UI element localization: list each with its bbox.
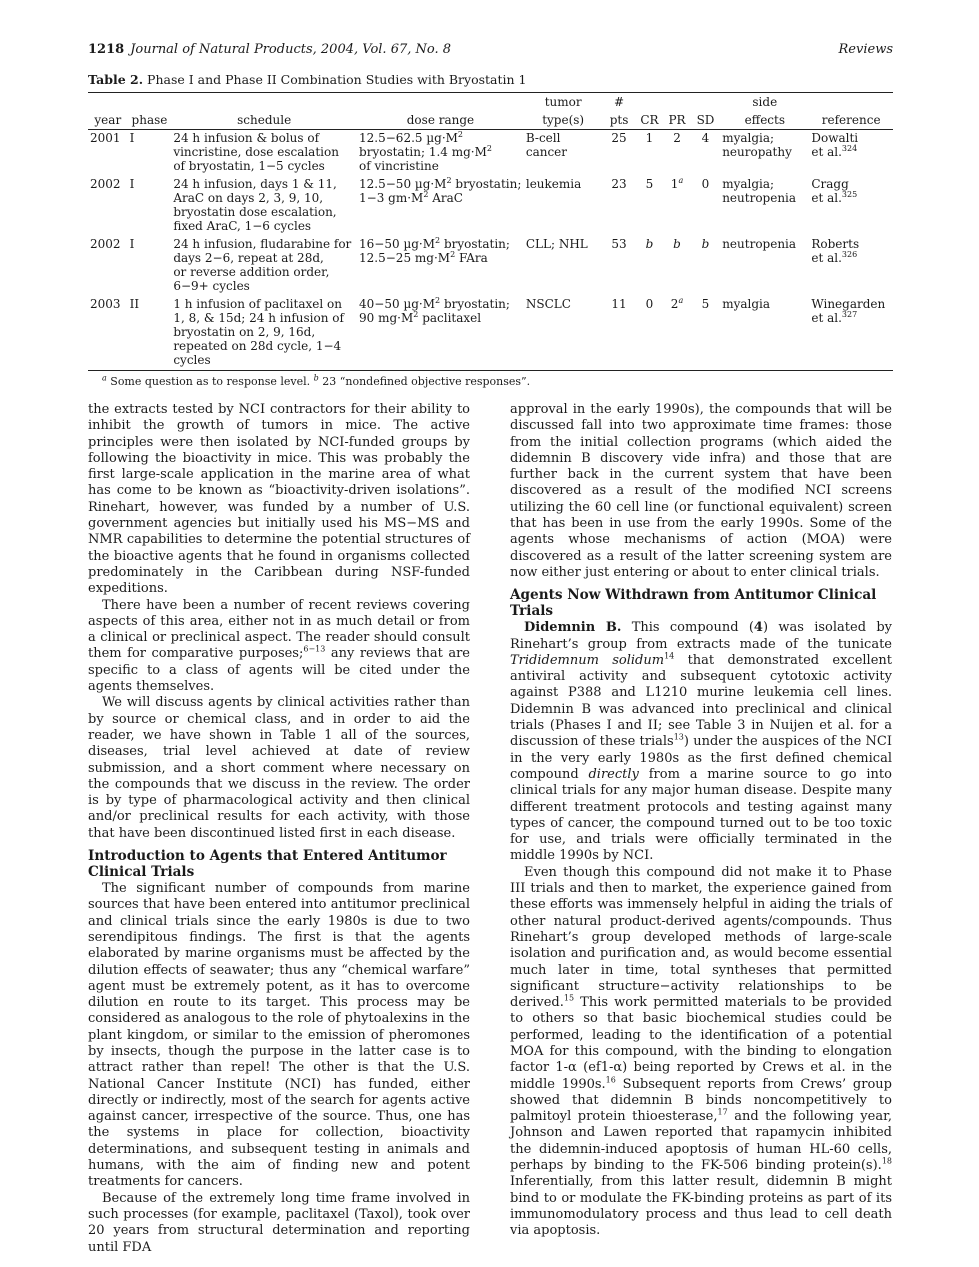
table-cell-cr: 0 (636, 296, 664, 371)
page-number: 1218 (88, 42, 125, 57)
body-paragraph: the extracts tested by NCI contractors for their ability to inhibit the growth of tumors in mice. The active principles were then isolated by NCI-funded groups by following the bioactivity in mice. This was probably the first large-scale application in the marine area of what has come to be known as “bioactivity-driven isolations”. Rinehart, however, was funded by a number of U.S. government agencies but initially used his MS−MS and NMR capabilities to determine the potential structures of the bioactive agents that he found in organisms collected predominately in the Caribbean during NSF-funded expeditions. (88, 402, 470, 597)
section-name: Reviews (838, 42, 893, 57)
table-label: Table 2. (88, 72, 144, 87)
col-header-cr: CR (636, 111, 664, 130)
col-header-sd: SD (691, 111, 720, 130)
body-paragraph: There have been a number of recent reviews covering aspects of this area, either not in as much detail or from a clinical or preclinical aspect. The reader should consult them for comparative purposes;$^{6-13}$ any reviews that are specific to a class of agents will be cited under the agents themselves. (88, 597, 470, 695)
table-cell-cr: b (645, 237, 654, 251)
body-paragraph: Even though this compound did not make it to Phase III trials and then to market, the experience gained from these efforts was immensely helpful in aiding the trials of other natural product-derived agents/compounds. Thus Rinehart’s group developed methods of large-scale isolation and purification and, as would become essential much later in time, total syntheses that permitted significant structure−activity relationships to be derived.$^{15}$ This work permitted materials to be provided to others so that basic biochemical studies could be performed, leading to the identification of a potential MOA for this compound, with the binding to elongation factor 1-α (ef1-α) being reported by Crews et al. in the middle 1990s.$^{16}$ Subsequent reports from Crews’ group showed that didemnin B binds noncompetitively to palmitoyl protein thioesterase,$^{17}$ and the following year, Johnson and Lawen reported that rapamycin inhibited the didemnin-induced apoptosis of human HL-60 cells, perhaps by binding to the FK-506 binding protein(s).$^{18}$ Inferentially, from this latter result, didemnin B might bind to or modulate the FK-binding proteins as part of its immunomodulatory process and thus lead to cell death via apoptosis. (510, 864, 893, 1239)
table-cell-dose: 16−50 $\mu g\cdot M^2$ bryostatin; 12.5−25 $mg\cdot M^2$ FAra (359, 236, 510, 265)
col-header-schedule: schedule (171, 111, 357, 130)
table-cell-pts: 53 (611, 237, 627, 251)
table-cell-pr: 1$^a$ (670, 176, 684, 191)
table-cell-sd: 5 (691, 296, 720, 371)
table-header-row (88, 111, 893, 130)
table-row (88, 176, 893, 236)
table-cell-schedule: 24 h infusion, fludarabine for days 2−6, repeat at 28d, or reverse addition order, 6−9+ cycles (173, 237, 352, 293)
combination-studies-table (88, 92, 893, 371)
table-row (88, 296, 893, 371)
page-header (88, 42, 893, 57)
table-cell-reference: Dowalti et al.$^{324}$ (811, 131, 859, 159)
col-header-side: effects (720, 111, 809, 130)
table-cell-schedule: 1 h infusion of paclitaxel on 1, 8, & 15d; 24 h infusion of bryostatin on 2, 9, 16d, repeated on 28d cycle, 1−4 cycles (171, 296, 357, 371)
header-left (88, 42, 451, 57)
table-cell-dose: 40−50 $\mu g\cdot M^2$ bryostatin; 90 $mg\cdot M^2$ paclitaxel (357, 296, 524, 371)
left-text-column (88, 402, 470, 1256)
table-cell-side: myalgia; neutropenia (722, 177, 797, 205)
table-cell-year: 2003 (88, 296, 128, 371)
table-cell-phase: I (129, 237, 135, 251)
body-paragraph: Didemnin B. This compound (4) was isolated by Rinehart’s group from extracts made of the tunicate Trididemnum solidum$^{14}$ that demonstrated excellent antiviral activity and subsequent cytotoxic activity against P388 and L1210 murine leukemia cell lines. Didemnin B was advanced into preclinical and clinical trials (Phases I and II; see Table 3 in Nuijen et al. for a discussion of these trials$^{13}$) under the auspices of the NCI in the very early 1980s as the first defined chemical compound directly from a marine source to go into clinical trials for any major human disease. Despite many different treatment protocols and testing against many types of cancer, the compound turned out to be too toxic for use, and trials were officially terminated in the middle 1990s by NCI. (510, 620, 892, 864)
table-cell-sd: 4 (701, 131, 710, 145)
table-cell-dose: 12.5−62.5 $\mu g\cdot M^2$ bryostatin; 1.4 $mg\cdot M^2$ of vincristine (359, 130, 492, 173)
table-cell-pr: b (673, 237, 681, 251)
table-cell-phase: I (129, 131, 135, 145)
table-header-row-top (88, 93, 893, 112)
journal-citation: Journal of Natural Products, 2004, Vol. 67, No. 8 (130, 42, 452, 57)
table-cell-schedule: 24 h infusion, days 1 & 11, AraC on days 2, 3, 9, 10, bryostatin dose escalation, fixed AraC, 1−6 cycles (173, 177, 337, 233)
section-heading: Introduction to Agents that Entered Antitumor Clinical Trials (88, 848, 447, 881)
table-cell-sd: b (701, 237, 710, 251)
right-text-column (510, 402, 892, 1240)
body-paragraph: The significant number of compounds from marine sources that have been entered into antitumor preclinical and clinical trials since the early 1980s is due to two serendipitous findings. The first is that the agents elaborated by marine organisms must be affected by the dilution effects of seawater; thus any “chemical warfare” agent must be extremely potent, as it has to overcome dilution en route to its target. This process may be considered as analogous to the role of phytoalexins in the plant kingdom, or similar to the emission of pheromones by insects, though the purpose in the latter case is to attract rather than repel! The other is that the U.S. National Cancer Institute (NCI) has funded, either directly or indirectly, most of the search for agents active against cancer, irrespective of the source. Thus, one has the systems in place for collection, bioactivity determinations, and subsequent testing in animals and humans, with the aim of finding new and potent treatments for cancers. (88, 881, 470, 1190)
table-cell-phase: I (129, 177, 135, 191)
col-header-pr: PR (663, 111, 691, 130)
table-cell-dose: 12.5−50 $\mu g\cdot M^2$ bryostatin; 1−3 $gm\cdot M^2$ AraC (359, 176, 522, 205)
table-cell-reference: Winegarden et al.$^{327}$ (809, 296, 893, 371)
table-cell-tumor: B-cell cancer (525, 131, 568, 159)
table-cell-side: neutropenia (722, 237, 797, 251)
col-header-phase: phase (128, 111, 172, 130)
col-header-pts-top: # (602, 93, 635, 112)
table-caption (88, 72, 527, 87)
body-paragraph: Because of the extremely long time frame involved in such processes (for example, paclitaxel (Taxol), took over 20 years from structural determination and reporting until FDA (88, 1190, 470, 1255)
table-title: Phase I and Phase II Combination Studies with Bryostatin 1 (147, 72, 527, 87)
col-header-year: year (88, 111, 128, 130)
table-cell-cr: 1 (645, 131, 654, 145)
table-footnote: $^a$ Some question as to response level. $^b$ 23 “nondefined objective responses”. (102, 373, 531, 388)
table-cell-cr: 5 (645, 177, 654, 191)
col-header-dose: dose range (357, 111, 524, 130)
section-heading: Agents Now Withdrawn from Antitumor Clinical Trials (510, 587, 877, 620)
table-row (88, 236, 893, 296)
table-cell-year: 2001 (90, 131, 121, 145)
table-cell-pts: 25 (611, 131, 627, 145)
table-cell-pr: 2$^a$ (663, 296, 691, 371)
table-cell-tumor: NSCLC (524, 296, 603, 371)
table-cell-tumor: CLL; NHL (525, 237, 588, 251)
body-paragraph: We will discuss agents by clinical activities rather than by source or chemical class, and in order to aid the reader, we have shown in Table 1 all of the sources, diseases, trial level achieved at date of review submission, and a short comment where necessary on the compounds that we discuss in the review. The order is by type of pharmacological activity and then clinical and/or preclinical results for each activity, with those that have been discontinued listed first in each disease. (88, 695, 470, 841)
table-cell-schedule: 24 h infusion & bolus of vincristine, dose escalation of bryostatin, 1−5 cycles (173, 131, 339, 173)
table-cell-pr: 2 (673, 131, 681, 145)
table-cell-reference: Roberts et al.$^{326}$ (811, 237, 860, 265)
table-row (88, 130, 893, 177)
table-cell-sd: 0 (701, 177, 710, 191)
table-cell-tumor: leukemia (525, 177, 582, 191)
table-cell-pts: 11 (602, 296, 635, 371)
run-in-heading: Didemnin B. (524, 620, 622, 636)
col-header-reference: reference (809, 111, 893, 130)
table-cell-phase: II (128, 296, 172, 371)
col-header-side-top: side (720, 93, 809, 112)
table-cell-reference: Cragg et al.$^{325}$ (811, 177, 858, 205)
table-container (88, 92, 893, 388)
table-cell-year: 2002 (90, 177, 121, 191)
table-cell-pts: 23 (611, 177, 627, 191)
table-cell-side: myalgia; neuropathy (722, 131, 792, 159)
col-header-pts: pts (602, 111, 635, 130)
table-cell-year: 2002 (90, 237, 121, 251)
col-header-tumor: type(s) (524, 111, 603, 130)
body-paragraph: approval in the early 1990s), the compounds that will be discussed fall into two approximate time frames: those from the initial collection programs (which aided the didemnin B discovery vide infra) and those that are further back in the current system that have been discovered as a result of the modified NCI screens utilizing the 60 cell line (or functional equivalent) screen that has been in use from the early 1990s. Some of the agents whose mechanisms of action (MOA) were discovered as a result of the latter screening system are now either just entering or about to enter clinical trials. (510, 402, 892, 580)
table-cell-side: myalgia (720, 296, 809, 371)
col-header-tumor-top: tumor (524, 93, 603, 112)
